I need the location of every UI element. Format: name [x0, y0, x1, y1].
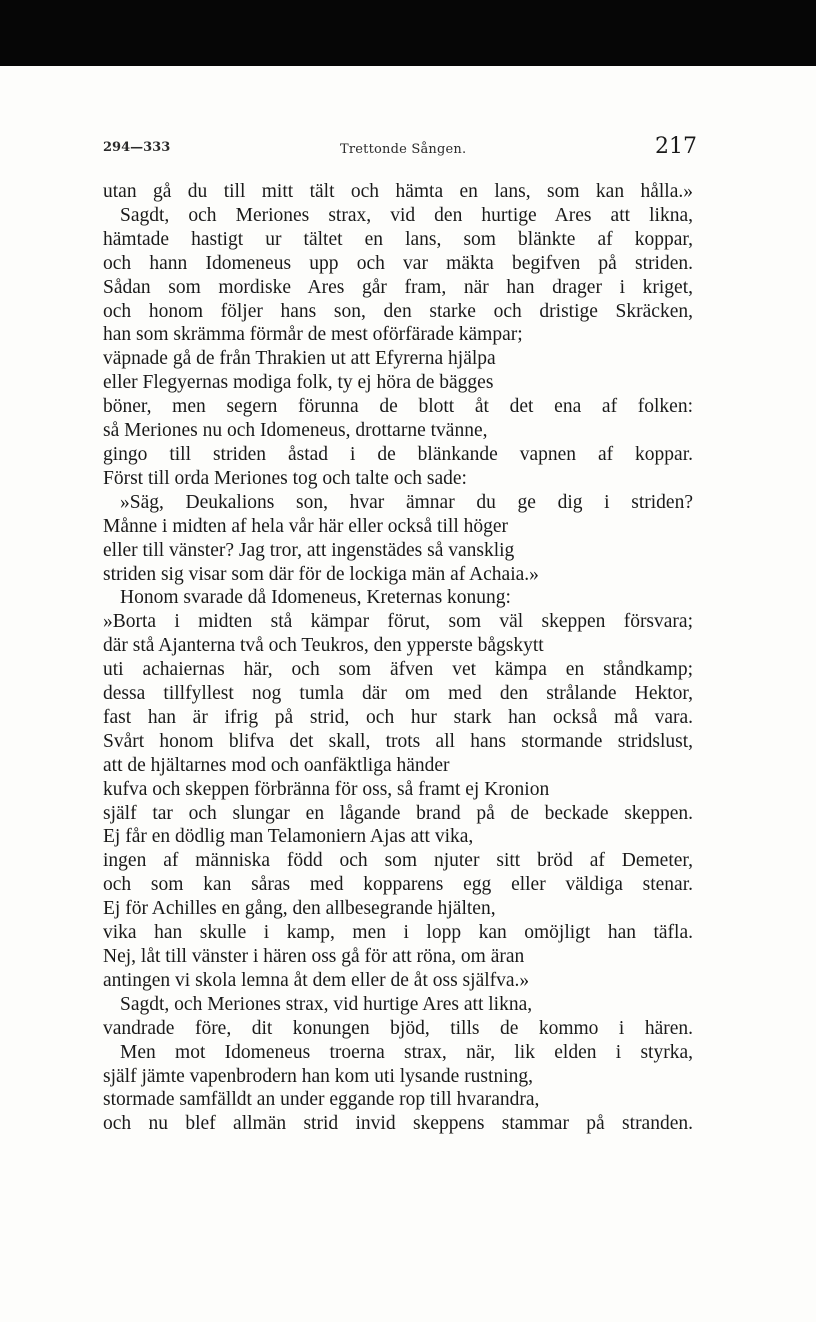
- text-line: fast han är ifrig på strid, och hur stark han också må vara.: [103, 706, 693, 728]
- text-line: och som kan såras med kopparens egg eller väldiga stenar.: [103, 874, 693, 896]
- text-line: eller till vänster? Jag tror, att ingenstädes så vansklig: [103, 539, 515, 561]
- page-header: [0, 134, 816, 170]
- text-line: kufva och skeppen förbränna för oss, så framt ej Kronion: [103, 778, 550, 800]
- text-line: Månne i midten af hela vår här eller också till höger: [103, 515, 509, 537]
- text-line: uti achaiernas här, och som äfven vet kämpa en ståndkamp;: [103, 659, 693, 681]
- text-line: Honom svarade då Idomeneus, Kreternas konung:: [120, 587, 511, 609]
- text-line: Svårt honom blifva det skall, trots all hans stormande stridslust,: [103, 730, 693, 752]
- text-line: »Borta i midten stå kämpar förut, som väl skeppen försvara;: [103, 611, 693, 633]
- text-line: Sagdt, och Meriones strax, vid den hurtige Ares att likna,: [120, 204, 693, 226]
- text-line: Sagdt, och Meriones strax, vid hurtige Ares att likna,: [120, 993, 533, 1015]
- text-line: själf jämte vapenbrodern han kom uti lysande rustning,: [103, 1065, 533, 1087]
- text-line: »Säg, Deukalions son, hvar ämnar du ge dig i striden?: [120, 491, 693, 513]
- verse-text: [103, 180, 693, 1136]
- text-line: Sådan som mordiske Ares går fram, när han drager i kriget,: [103, 276, 693, 298]
- text-line: så Meriones nu och Idomeneus, drottarne tvänne,: [103, 420, 488, 442]
- text-line: Ej får en dödlig man Telamoniern Ajas att vika,: [103, 826, 474, 848]
- text-line: utan gå du till mitt tält och hämta en lans, som kan hålla.»: [103, 181, 693, 202]
- text-line: stormade samfälldt an under eggande rop till hvarandra,: [103, 1089, 540, 1111]
- page-number: 217: [655, 134, 697, 159]
- text-line: hämtade hastigt ur tältet en lans, som blänkte af koppar,: [103, 228, 693, 250]
- text-line: Men mot Idomeneus troerna strax, när, lik elden i styrka,: [120, 1041, 693, 1063]
- verse-range: 294—333: [103, 140, 171, 155]
- text-line: striden sig visar som där för de lockiga män af Achaia.»: [103, 563, 539, 585]
- text-line: gingo till striden åstad i de blänkande vapnen af koppar.: [103, 443, 693, 465]
- text-line: vandrade före, dit konungen bjöd, tills de kommo i hären.: [103, 1017, 693, 1039]
- chapter-title: Trettonde Sången.: [340, 142, 467, 157]
- text-line: Först till orda Meriones tog och talte och sade:: [103, 467, 467, 489]
- text-line: väpnade gå de från Thrakien ut att Efyrerna hjälpa: [103, 348, 496, 370]
- text-line: han som skrämma förmår de mest oförfärade kämpar;: [103, 324, 523, 346]
- text-line: att de hjältarnes mod och oanfäktliga händer: [103, 754, 450, 776]
- text-line: ingen af människa född och som njuter sitt bröd af Demeter,: [103, 850, 693, 872]
- text-line: eller Flegyernas modiga folk, ty ej höra de bägges: [103, 372, 494, 394]
- text-line: vika han skulle i kamp, men i lopp kan omöjligt han täfla.: [103, 922, 693, 944]
- text-line: och nu blef allmän strid invid skeppens stammar på stranden.: [103, 1113, 693, 1135]
- text-line: dessa tillfyllest nog tumla där om med den strålande Hektor,: [103, 683, 693, 705]
- text-line: böner, men segern förunna de blott åt det ena af folken:: [103, 396, 693, 418]
- text-line: Nej, låt till vänster i hären oss gå för att röna, om äran: [103, 946, 525, 967]
- text-line: antingen vi skola lemna åt dem eller de åt oss själfva.»: [103, 969, 530, 991]
- text-line: och hann Idomeneus upp och var mäkta begifven på striden.: [103, 252, 693, 274]
- text-line: själf tar och slungar en lågande brand på de beckade skeppen.: [103, 802, 693, 824]
- scan-border: [0, 0, 816, 66]
- text-line: och honom följer hans son, den starke och dristige Skräcken,: [103, 300, 693, 322]
- text-line: Ej för Achilles en gång, den allbesegrande hjälten,: [103, 898, 496, 920]
- text-line: där stå Ajanterna två och Teukros, den ypperste bågskytt: [103, 635, 544, 657]
